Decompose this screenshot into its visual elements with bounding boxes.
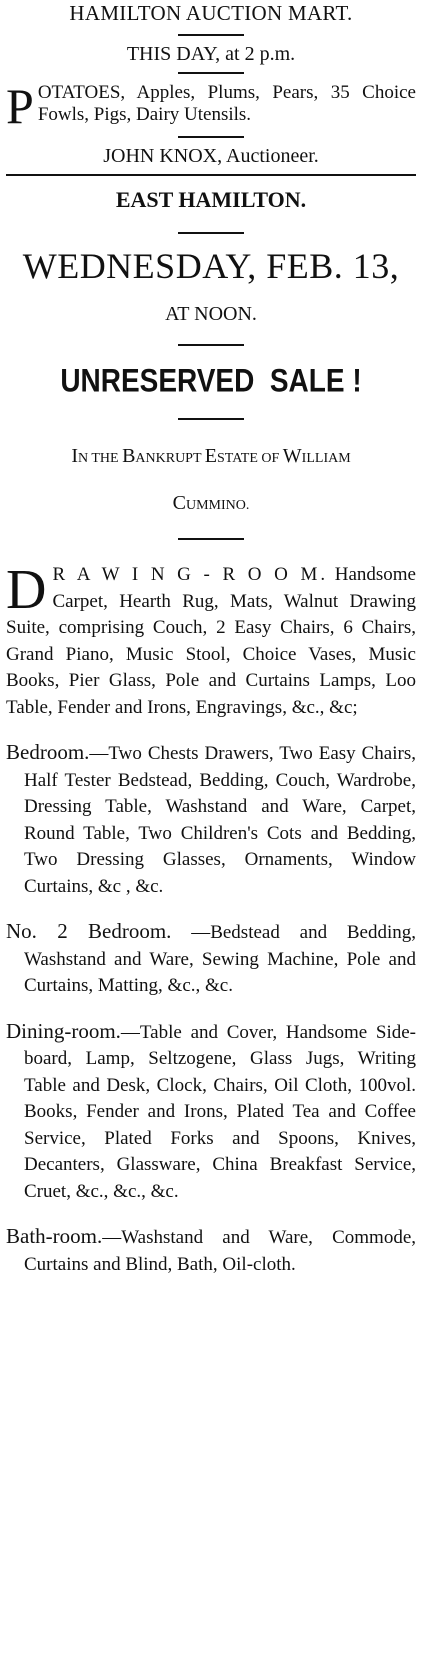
bedroom-entry bbox=[6, 739, 416, 900]
auctioneer-line: JOHN KNOX, Auctioneer. bbox=[103, 145, 319, 167]
drawing-room-heading: R A W I N G - R O O M. bbox=[52, 564, 329, 585]
dining-room-entry bbox=[6, 1018, 416, 1206]
section-rule bbox=[6, 174, 416, 176]
dash-divider bbox=[178, 34, 244, 36]
venue-heading: HAMILTON AUCTION MART. bbox=[69, 1, 353, 25]
newspaper-column bbox=[6, 0, 416, 1278]
produce-notice bbox=[6, 78, 416, 134]
bedroom-2-heading: No. 2 Bedroom. bbox=[6, 919, 172, 943]
dash-divider bbox=[178, 418, 244, 420]
place-heading: EAST HAMILTON. bbox=[115, 187, 307, 212]
when-line: THIS DAY, at 2 p.m. bbox=[126, 43, 296, 65]
estate-line-2: CUMMINO. bbox=[172, 492, 250, 514]
estate-line-1: IN THE BANKRUPT ESTATE OF WILLIAM bbox=[71, 445, 351, 467]
produce-text: OTATOES, Apples, Plums, Pears, 35 Choice Fowls, Pigs, Dairy Utensils. bbox=[37, 82, 416, 125]
bedroom-text: —Two Chests Drawers, Two Easy Chairs, Half Tester Bedstead, Bedding, Couch, Wardrobe, Dressing Table, Washstand and Ware, Carpet, Round Table, Two Children's Cots and Bedding, Two Dressing Glasses, Ornaments, Window Curtains, &c , &c. bbox=[24, 743, 416, 897]
dining-room-heading: Dining-room. bbox=[6, 1018, 121, 1043]
dining-room-text: —Table and Cover, Handsome Side-board, Lamp, Seltzogene, Glass Jugs, Writing Table and Desk, Clock, Chairs, Oil Cloth, 100vol. Books, Fender and Irons, Plated Tea and Coffee Service, Plated Forks and Spoons, Knives, Decanters, Glassware, China Breakfast Service, Cruet, &c., &c., &c. bbox=[24, 1021, 416, 1202]
drop-cap: D bbox=[6, 559, 47, 621]
bedroom-2-text: —Bedstead and Bedding, Washstand and Ware, Sewing Machine, Pole and Curtains, Matting, &c., &c. bbox=[24, 922, 416, 996]
dash-divider bbox=[178, 136, 244, 138]
drawing-room-text: Handsome Carpet, Hearth Rug, Mats, Walnut Drawing Suite, comprising Couch, 2 Easy Chairs, 6 Chairs, Grand Piano, Music Stool, Choice Vases, Music Books, Pier Glass, Pole and Curtains Lamps, Loo Table, Fender and Irons, Engravings, &c., &c; bbox=[6, 564, 416, 718]
bedroom-heading: Bedroom. bbox=[6, 740, 90, 764]
bath-room-heading: Bath-room. bbox=[6, 1224, 103, 1248]
bath-room-entry bbox=[6, 1223, 416, 1278]
date-heading: WEDNESDAY, FEB. 13, bbox=[22, 246, 400, 286]
drop-cap: P bbox=[6, 78, 34, 134]
bedroom-2-entry bbox=[6, 918, 416, 1000]
bath-room-text: —Washstand and Ware, Commode, Curtains and Blind, Bath, Oil-cloth. bbox=[24, 1227, 416, 1275]
dash-divider bbox=[178, 538, 244, 540]
dash-divider bbox=[178, 72, 244, 74]
dash-divider bbox=[178, 232, 244, 234]
time-line: AT NOON. bbox=[165, 303, 257, 325]
sale-heading: UNRESERVED SALE ! bbox=[60, 362, 362, 399]
dash-divider bbox=[178, 344, 244, 346]
drawing-room-entry bbox=[6, 559, 416, 721]
